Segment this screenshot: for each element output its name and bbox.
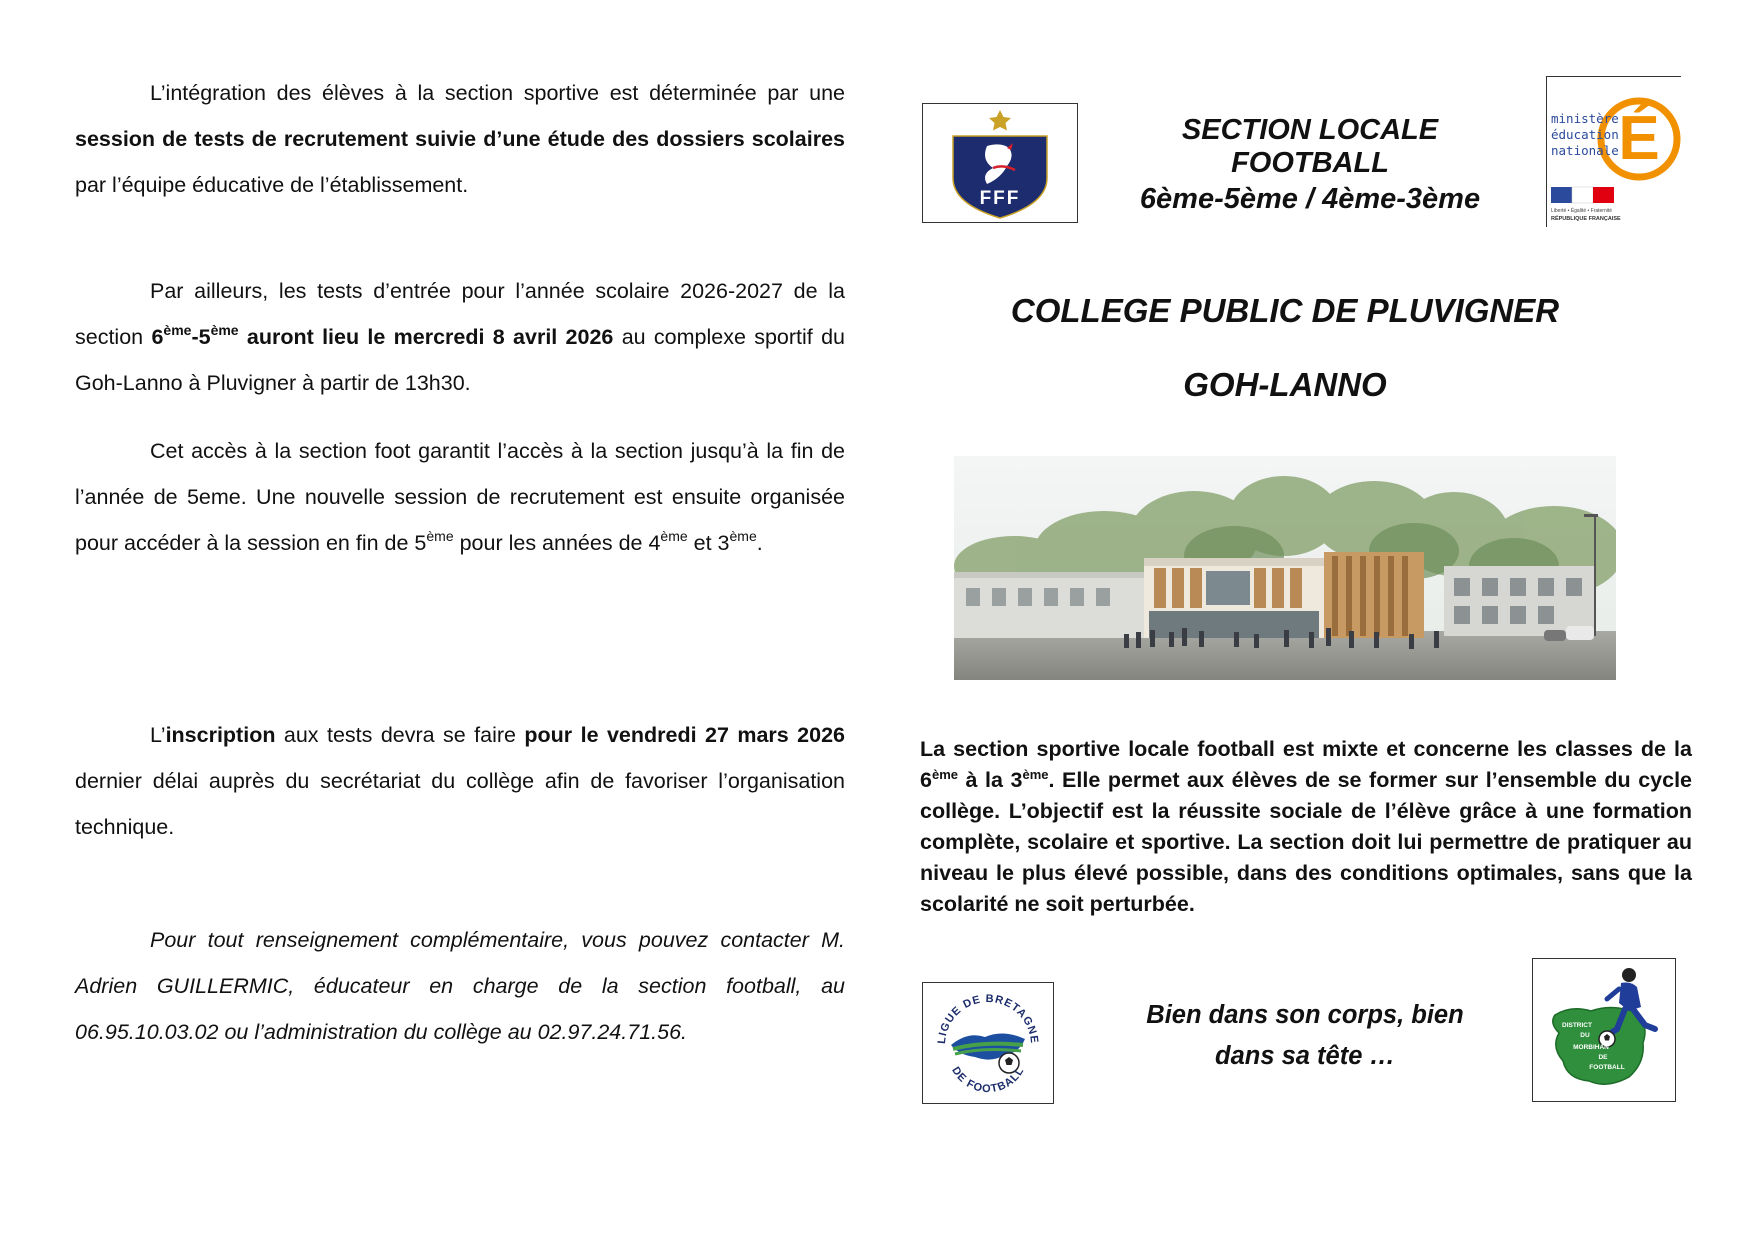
section-title: SECTION LOCALE FOOTBALL bbox=[1181, 114, 1439, 179]
svg-text:MORBIHAN: MORBIHAN bbox=[1573, 1044, 1609, 1051]
text: . Elle permet aux élèves de se former sur l’ensemble du cycle collège. L’objectif est la réussite sociale de l’élève grâce à une formation complète, scolaire et sportive. La section doit lui permettre de pratiquer au niveau le plus élevé possible, dans des conditions optimales, sans que la scolarité ne soit perturbée. bbox=[920, 768, 1693, 916]
text: Cet accès à la section foot garantit l’accès à la section jusqu’à la fin de l’année de 5eme. Une nouvelle session de recrutement est ensuite organisée pour accéder à la session en fin de 5 bbox=[75, 439, 845, 555]
district-morbihan-football-icon bbox=[1533, 959, 1675, 1101]
bold-text: pour le vendredi 27 mars 2026 bbox=[524, 723, 845, 747]
superscript: ème bbox=[729, 528, 757, 544]
svg-text:FFF: FFF bbox=[979, 188, 1021, 209]
text: au complexe sportif du Goh-Lanno à Pluvigner à partir de 13h30. bbox=[75, 325, 845, 395]
superscript: ème bbox=[210, 322, 239, 338]
svg-text:DISTRICT: DISTRICT bbox=[1562, 1022, 1592, 1029]
superscript: ème bbox=[163, 322, 192, 338]
svg-text:DU: DU bbox=[1580, 1032, 1590, 1039]
svg-text:Liberté • Égalité • Fraternité: Liberté • Égalité • Fraternité bbox=[1551, 208, 1613, 214]
svg-text:LIGUE DE BRETAGNE: LIGUE DE BRETAGNE bbox=[935, 992, 1041, 1045]
superscript: ème bbox=[1022, 767, 1049, 782]
text: L’ bbox=[150, 723, 166, 747]
text: et 3 bbox=[687, 531, 730, 555]
svg-text:DE FOOTBALL: DE FOOTBALL bbox=[949, 1064, 1027, 1096]
bold-text: -5 bbox=[191, 325, 211, 349]
college-name: COLLEGE PUBLIC DE PLUVIGNER bbox=[1010, 292, 1560, 329]
college-building-image bbox=[954, 456, 1616, 680]
svg-text:É: É bbox=[1618, 104, 1660, 173]
text: à la 3 bbox=[958, 768, 1023, 792]
superscript: ème bbox=[426, 528, 454, 544]
college-place: GOH-LANNO bbox=[1183, 366, 1387, 403]
text: Par ailleurs, les tests d’entrée pour l’année scolaire 2026-2027 de la section bbox=[75, 279, 845, 349]
superscript: ème bbox=[931, 767, 958, 782]
fff-crest-icon bbox=[923, 104, 1077, 222]
text: pour les années de 4 bbox=[453, 531, 661, 555]
svg-text:éducation: éducation bbox=[1551, 127, 1619, 142]
education-nationale-icon bbox=[1547, 77, 1681, 227]
svg-text:DE: DE bbox=[1598, 1054, 1608, 1061]
motto-line-2: dans sa tête … bbox=[1215, 1042, 1395, 1070]
italic-text: Pour tout renseignement complémentaire, vous pouvez contacter M. Adrien GUILLERMIC, éducateur en charge de la section football, au 06.95.10.03.02 ou l’administration du collège au 02.97.24.71.56. bbox=[75, 928, 845, 1044]
ministere-education-logo bbox=[1546, 76, 1681, 227]
district-morbihan-logo bbox=[1532, 958, 1676, 1102]
svg-text:nationale: nationale bbox=[1551, 143, 1619, 158]
section-levels: 6ème-5ème / 4ème-3ème bbox=[1139, 183, 1481, 215]
superscript: ème bbox=[660, 528, 688, 544]
text: . bbox=[756, 531, 763, 555]
text: aux tests devra se faire bbox=[275, 723, 525, 747]
text: dernier délai auprès du secrétariat du collège afin de favoriser l’organisation technique. bbox=[75, 769, 845, 839]
paragraph-contact bbox=[75, 917, 845, 1055]
svg-text:ministère: ministère bbox=[1551, 111, 1619, 126]
bold-text: inscription bbox=[165, 723, 276, 747]
svg-text:RÉPUBLIQUE FRANÇAISE: RÉPUBLIQUE FRANÇAISE bbox=[1551, 216, 1621, 222]
motto bbox=[1130, 995, 1480, 1077]
svg-text:FOOTBALL: FOOTBALL bbox=[1589, 1064, 1625, 1071]
text: L’intégration des élèves à la section sportive est déterminée par une bbox=[150, 81, 845, 105]
bold-text: auront lieu le mercredi 8 avril 2026 bbox=[238, 325, 614, 349]
paragraph-test-date bbox=[75, 268, 845, 406]
section-description bbox=[920, 734, 1692, 920]
ligue-bretagne-football-icon bbox=[923, 983, 1053, 1103]
text: par l’équipe éducative de l’établissement. bbox=[75, 173, 469, 197]
paragraph-registration bbox=[75, 712, 845, 850]
bold-text: session de tests de recrutement suivie d’une étude des dossiers scolaires bbox=[75, 127, 845, 151]
paragraph-recruitment bbox=[75, 70, 845, 208]
motto-line-1: Bien dans son corps, bien bbox=[1146, 1001, 1464, 1029]
fff-logo bbox=[922, 103, 1078, 223]
bold-text: 6 bbox=[151, 325, 164, 349]
text: La section sportive locale football est mixte et concerne les classes de la 6 bbox=[920, 737, 1692, 792]
ligue-bretagne-logo bbox=[922, 982, 1054, 1104]
paragraph-access bbox=[75, 428, 845, 566]
